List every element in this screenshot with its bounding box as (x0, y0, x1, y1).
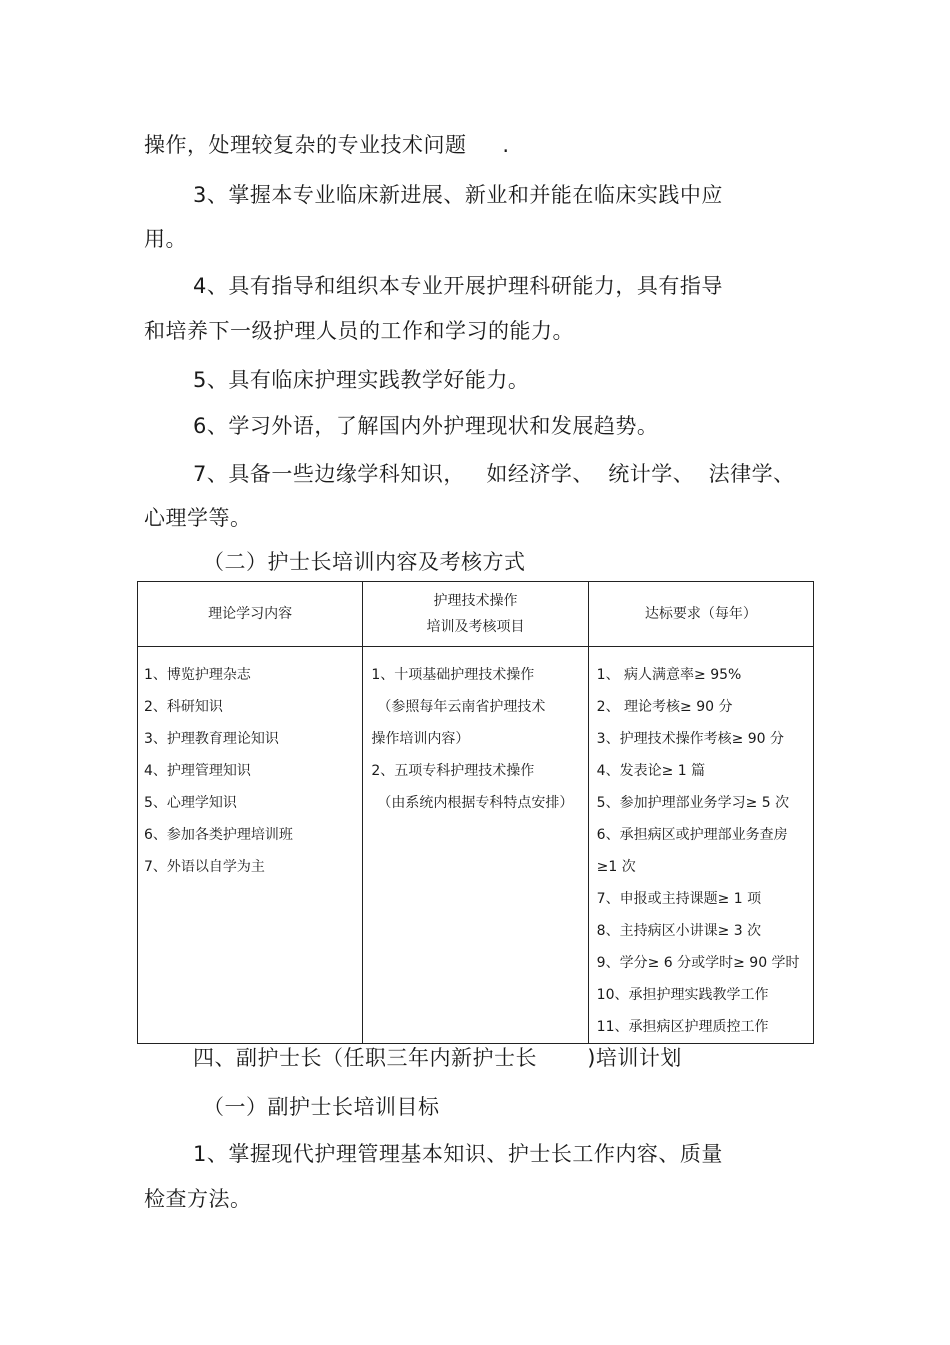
list-item: 11、承担病区护理质控工作 (596, 1019, 769, 1035)
list-item: 5、参加护理部业务学习≥ 5 次 (596, 795, 790, 811)
header-skills-line: 护理技术操作 (433, 593, 518, 609)
skills-cell (363, 647, 588, 1044)
list-item: 3、护理技术操作考核≥ 90 分 (596, 731, 785, 747)
paragraph-line: 操作，处理较复杂的专业技术问题 . (144, 133, 510, 157)
list-item: 5、心理学知识 (144, 795, 237, 811)
header-theory: 理论学习内容 (138, 582, 363, 647)
paragraph-line: 5、具有临床护理实践教学好能力。 (193, 368, 530, 392)
paragraph-line: 3、掌握本专业临床新进展、新业和并能在临床实践中应 (193, 183, 723, 207)
paragraph-line: 1、掌握现代护理管理基本知识、护士长工作内容、质量 (193, 1142, 723, 1166)
list-item: 6、承担病区或护理部业务查房 (596, 827, 788, 843)
section-heading: （一）副护士长培训目标 (203, 1095, 440, 1119)
list-item: 1、 病人满意率≥ 95% (596, 667, 742, 683)
paragraph-line: 检查方法。 (144, 1187, 252, 1211)
section-heading: 四、副护士长（任职三年内新护士长 )培训计划 (193, 1046, 682, 1070)
paragraph-line: 用。 (144, 227, 187, 251)
header-skills-line: 培训及考核项目 (426, 619, 525, 635)
list-item: 6、参加各类护理培训班 (144, 827, 293, 843)
list-item: 2、五项专科护理技术操作 (371, 763, 535, 779)
list-item: 2、科研知识 (144, 699, 223, 715)
paragraph-line: 4、具有指导和组织本专业开展护理科研能力，具有指导 (193, 274, 723, 298)
list-item: 8、主持病区小讲课≥ 3 次 (596, 923, 762, 939)
table-row (138, 647, 814, 1044)
paragraph-line: 心理学等。 (144, 506, 252, 530)
list-item: 4、发表论≥ 1 篇 (596, 763, 706, 779)
paragraph-line: 和培养下一级护理人员的工作和学习的能力。 (144, 319, 574, 343)
header-skills (363, 582, 588, 647)
section-heading: （二）护士长培训内容及考核方式 (203, 550, 526, 574)
list-item: 9、学分≥ 6 分或学时≥ 90 学时 (596, 955, 800, 971)
list-item: 3、护理教育理论知识 (144, 731, 279, 747)
list-item: 7、申报或主持课题≥ 1 项 (596, 891, 762, 907)
list-item: 7、外语以自学为主 (144, 859, 265, 875)
requirements-cell (588, 647, 813, 1044)
list-item: 1、博览护理杂志 (144, 667, 251, 683)
list-item: 1、十项基础护理技术操作 (371, 667, 535, 683)
training-plan-table (137, 581, 814, 1044)
list-item: 操作培训内容） (371, 731, 470, 747)
theory-cell (138, 647, 363, 1044)
paragraph-line: 7、具备一些边缘学科知识， 如经济学、 统计学、 法律学、 (193, 462, 795, 486)
paragraph-line: 6、学习外语，了解国内外护理现状和发展趋势。 (193, 414, 659, 438)
list-item: （由系统内根据专科特点安排） (377, 795, 574, 811)
list-item: （参照每年云南省护理技术 (377, 699, 546, 715)
list-item: 10、承担护理实践教学工作 (596, 987, 769, 1003)
table-header-row (138, 582, 814, 647)
list-item: ≥1 次 (596, 859, 636, 875)
list-item: 4、护理管理知识 (144, 763, 251, 779)
list-item: 2、 理论考核≥ 90 分 (596, 699, 733, 715)
header-requirements: 达标要求（每年） (588, 582, 813, 647)
